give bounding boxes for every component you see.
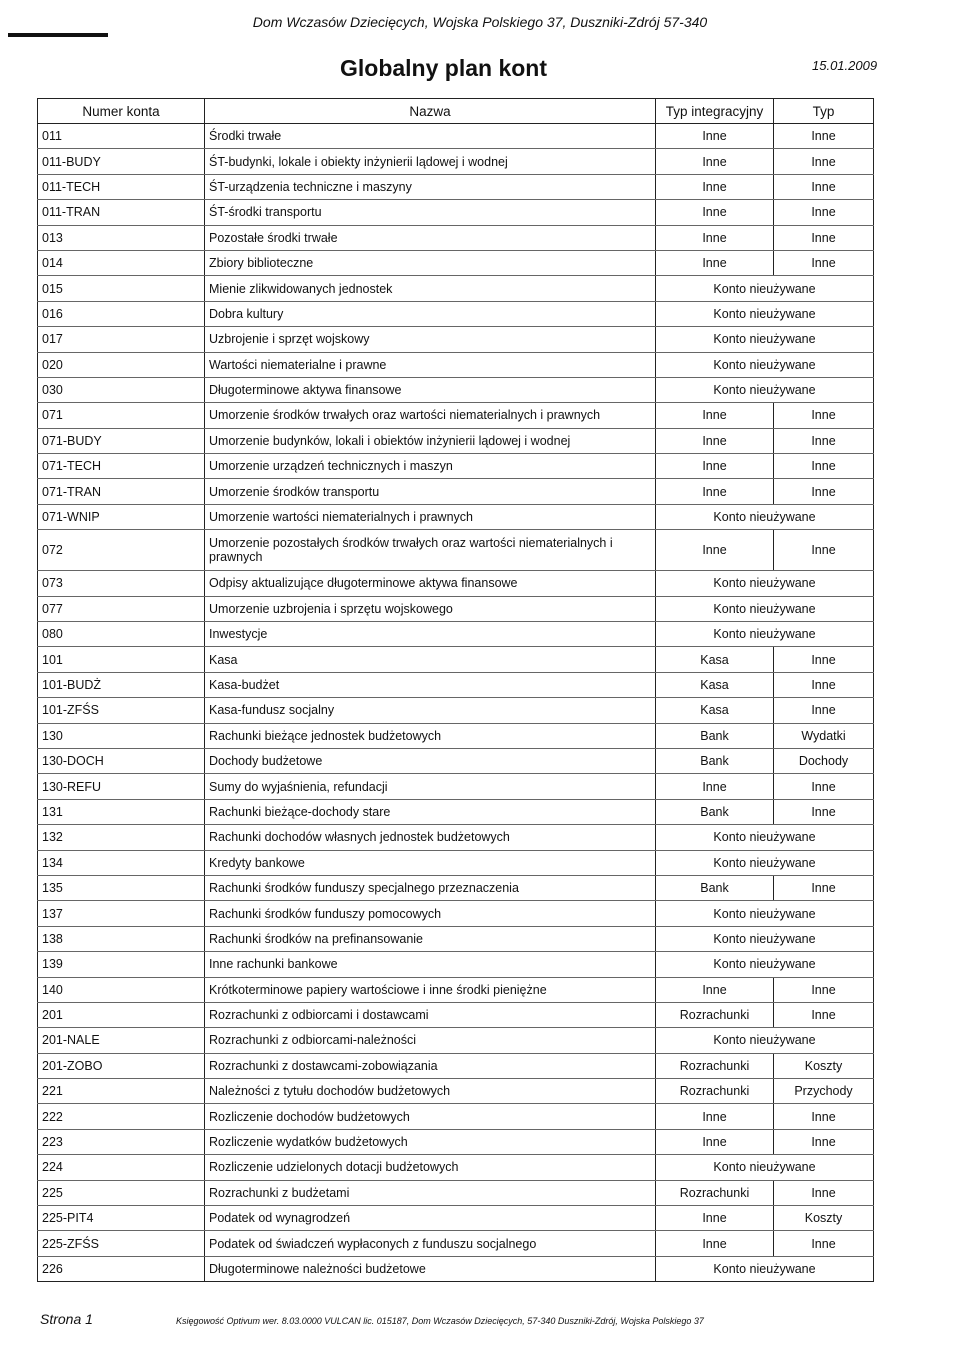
account-type: Inne	[774, 530, 874, 571]
account-integration-type: Inne	[656, 977, 774, 1002]
account-name: Uzbrojenie i sprzęt wojskowy	[205, 327, 656, 352]
account-name: Należności z tytułu dochodów budżetowych	[205, 1079, 656, 1104]
account-name: Rozrachunki z odbiorcami i dostawcami	[205, 1002, 656, 1027]
table-row	[38, 1079, 874, 1104]
table-row	[38, 647, 874, 672]
table-row	[38, 622, 874, 647]
account-name: ŚT-środki transportu	[205, 200, 656, 225]
table-row	[38, 377, 874, 402]
account-number: 071-TECH	[38, 454, 205, 479]
account-type: Inne	[774, 454, 874, 479]
account-number: 013	[38, 225, 205, 250]
account-status: Konto nieużywane	[656, 596, 874, 621]
account-type: Inne	[774, 403, 874, 428]
table-row	[38, 1129, 874, 1154]
account-name: Rachunki bieżące jednostek budżetowych	[205, 723, 656, 748]
account-integration-type: Inne	[656, 1104, 774, 1129]
account-type: Inne	[774, 698, 874, 723]
account-status: Konto nieużywane	[656, 276, 874, 301]
table-row	[38, 571, 874, 596]
account-name: Dochody budżetowe	[205, 748, 656, 773]
table-row	[38, 977, 874, 1002]
account-integration-type: Inne	[656, 428, 774, 453]
account-number: 139	[38, 952, 205, 977]
account-number: 224	[38, 1155, 205, 1180]
account-integration-type: Inne	[656, 250, 774, 275]
account-integration-type: Kasa	[656, 647, 774, 672]
account-name: ŚT-urządzenia techniczne i maszyny	[205, 174, 656, 199]
account-name: Kasa-fundusz socjalny	[205, 698, 656, 723]
account-number: 225-PIT4	[38, 1206, 205, 1231]
account-status: Konto nieużywane	[656, 622, 874, 647]
account-integration-type: Inne	[656, 124, 774, 149]
print-date: 15.01.2009	[812, 58, 878, 73]
institution-header: Dom Wczasów Dziecięcych, Wojska Polskiego 37, Duszniki-Zdrój 57-340	[252, 14, 708, 30]
account-type: Inne	[774, 174, 874, 199]
account-number: 015	[38, 276, 205, 301]
account-status: Konto nieużywane	[656, 901, 874, 926]
account-status: Konto nieużywane	[656, 952, 874, 977]
account-type: Inne	[774, 1129, 874, 1154]
column-header-type: Typ	[774, 99, 874, 124]
account-status: Konto nieużywane	[656, 926, 874, 951]
table-row	[38, 1206, 874, 1231]
account-type: Inne	[774, 200, 874, 225]
account-integration-type: Inne	[656, 225, 774, 250]
table-row	[38, 225, 874, 250]
account-number: 135	[38, 875, 205, 900]
account-number: 071	[38, 403, 205, 428]
account-integration-type: Inne	[656, 1231, 774, 1256]
software-info: Księgowość Optivum wer. 8.03.0000 VULCAN lic. 015187, Dom Wczasów Dziecięcych, 57-340 Duszniki-Zdrój, Wojska Polskiego 37	[176, 1316, 704, 1326]
account-number: 020	[38, 352, 205, 377]
table-row	[38, 124, 874, 149]
account-name: Krótkoterminowe papiery wartościowe i inne środki pieniężne	[205, 977, 656, 1002]
table-row	[38, 454, 874, 479]
account-type: Dochody	[774, 748, 874, 773]
account-status: Konto nieużywane	[656, 571, 874, 596]
account-name: Podatek od wynagrodzeń	[205, 1206, 656, 1231]
table-row	[38, 1155, 874, 1180]
page-title: Globalny plan kont	[340, 55, 548, 81]
account-number: 130-DOCH	[38, 748, 205, 773]
table-row	[38, 1053, 874, 1078]
account-type: Inne	[774, 1104, 874, 1129]
account-status: Konto nieużywane	[656, 1256, 874, 1281]
account-integration-type: Inne	[656, 403, 774, 428]
account-number: 101	[38, 647, 205, 672]
account-name: Rachunki środków funduszy specjalnego przeznaczenia	[205, 875, 656, 900]
account-name: Umorzenie uzbrojenia i sprzętu wojskowego	[205, 596, 656, 621]
account-integration-type: Rozrachunki	[656, 1180, 774, 1205]
account-name: Kasa	[205, 647, 656, 672]
table-row	[38, 1231, 874, 1256]
account-number: 201	[38, 1002, 205, 1027]
account-number: 131	[38, 799, 205, 824]
account-status: Konto nieużywane	[656, 1028, 874, 1053]
header-rule	[8, 33, 108, 37]
table-row	[38, 276, 874, 301]
table-row	[38, 875, 874, 900]
account-number: 077	[38, 596, 205, 621]
account-number: 011-TECH	[38, 174, 205, 199]
table-row	[38, 672, 874, 697]
account-type: Inne	[774, 124, 874, 149]
table-row	[38, 596, 874, 621]
table-row	[38, 403, 874, 428]
column-header-number: Numer konta	[38, 99, 205, 124]
table-row	[38, 850, 874, 875]
account-number: 221	[38, 1079, 205, 1104]
account-type: Inne	[774, 428, 874, 453]
table-row	[38, 327, 874, 352]
account-name: ŚT-budynki, lokale i obiekty inżynierii lądowej i wodnej	[205, 149, 656, 174]
account-number: 014	[38, 250, 205, 275]
account-number: 016	[38, 301, 205, 326]
account-type: Koszty	[774, 1206, 874, 1231]
account-number: 201-NALE	[38, 1028, 205, 1053]
table-header-row	[38, 99, 874, 124]
table-row	[38, 1104, 874, 1129]
account-name: Podatek od świadczeń wypłaconych z funduszu socjalnego	[205, 1231, 656, 1256]
table-row	[38, 1180, 874, 1205]
table-row	[38, 723, 874, 748]
account-number: 071-WNIP	[38, 504, 205, 529]
table-row	[38, 301, 874, 326]
account-integration-type: Kasa	[656, 698, 774, 723]
account-status: Konto nieużywane	[656, 327, 874, 352]
account-name: Umorzenie pozostałych środków trwałych oraz wartości niematerialnych i prawnych	[205, 530, 656, 571]
account-integration-type: Inne	[656, 149, 774, 174]
account-integration-type: Rozrachunki	[656, 1002, 774, 1027]
account-integration-type: Inne	[656, 1206, 774, 1231]
account-name: Mienie zlikwidowanych jednostek	[205, 276, 656, 301]
column-header-integration-type: Typ integracyjny	[656, 99, 774, 124]
account-name: Środki trwałe	[205, 124, 656, 149]
account-number: 140	[38, 977, 205, 1002]
account-type: Inne	[774, 799, 874, 824]
account-integration-type: Bank	[656, 723, 774, 748]
account-number: 011-BUDY	[38, 149, 205, 174]
column-header-name: Nazwa	[205, 99, 656, 124]
account-status: Konto nieużywane	[656, 504, 874, 529]
account-name: Rozliczenie wydatków budżetowych	[205, 1129, 656, 1154]
account-integration-type: Inne	[656, 454, 774, 479]
account-type: Wydatki	[774, 723, 874, 748]
table-row	[38, 952, 874, 977]
account-type: Inne	[774, 875, 874, 900]
account-name: Rozliczenie dochodów budżetowych	[205, 1104, 656, 1129]
account-number: 030	[38, 377, 205, 402]
account-number: 130-REFU	[38, 774, 205, 799]
account-type: Koszty	[774, 1053, 874, 1078]
account-number: 080	[38, 622, 205, 647]
account-number: 101-ZFŚS	[38, 698, 205, 723]
table-body	[38, 124, 874, 1282]
account-number: 017	[38, 327, 205, 352]
account-name: Kasa-budżet	[205, 672, 656, 697]
account-number: 226	[38, 1256, 205, 1281]
account-type: Inne	[774, 479, 874, 504]
account-name: Rozrachunki z dostawcami-zobowiązania	[205, 1053, 656, 1078]
table-row	[38, 530, 874, 571]
account-name: Umorzenie budynków, lokali i obiektów inżynierii lądowej i wodnej	[205, 428, 656, 453]
account-type: Inne	[774, 149, 874, 174]
account-status: Konto nieużywane	[656, 850, 874, 875]
account-number: 011-TRAN	[38, 200, 205, 225]
account-type: Inne	[774, 225, 874, 250]
account-name: Rachunki środków funduszy pomocowych	[205, 901, 656, 926]
account-integration-type: Bank	[656, 875, 774, 900]
table-row	[38, 352, 874, 377]
account-status: Konto nieużywane	[656, 352, 874, 377]
account-name: Umorzenie środków trwałych oraz wartości niematerialnych i prawnych	[205, 403, 656, 428]
account-number: 132	[38, 825, 205, 850]
account-type: Inne	[774, 1231, 874, 1256]
table-row	[38, 1256, 874, 1281]
table-row	[38, 200, 874, 225]
account-number: 071-BUDY	[38, 428, 205, 453]
account-name: Umorzenie wartości niematerialnych i prawnych	[205, 504, 656, 529]
account-type: Inne	[774, 672, 874, 697]
account-type: Inne	[774, 250, 874, 275]
account-number: 138	[38, 926, 205, 951]
account-number: 225-ZFŚS	[38, 1231, 205, 1256]
account-name: Rachunki bieżące-dochody stare	[205, 799, 656, 824]
account-name: Pozostałe środki trwałe	[205, 225, 656, 250]
account-type: Inne	[774, 1002, 874, 1027]
table-row	[38, 1002, 874, 1027]
table-row	[38, 174, 874, 199]
account-type: Inne	[774, 1180, 874, 1205]
account-number: 130	[38, 723, 205, 748]
account-number: 072	[38, 530, 205, 571]
account-type: Inne	[774, 774, 874, 799]
account-number: 222	[38, 1104, 205, 1129]
account-number: 071-TRAN	[38, 479, 205, 504]
account-integration-type: Inne	[656, 174, 774, 199]
account-integration-type: Inne	[656, 200, 774, 225]
account-integration-type: Kasa	[656, 672, 774, 697]
account-name: Rachunki środków na prefinansowanie	[205, 926, 656, 951]
account-integration-type: Bank	[656, 799, 774, 824]
page-number: Strona 1	[40, 1311, 93, 1327]
account-integration-type: Inne	[656, 479, 774, 504]
table-row	[38, 774, 874, 799]
account-name: Rozrachunki z budżetami	[205, 1180, 656, 1205]
account-name: Długoterminowe należności budżetowe	[205, 1256, 656, 1281]
account-name: Kredyty bankowe	[205, 850, 656, 875]
account-number: 101-BUDŻ	[38, 672, 205, 697]
account-name: Długoterminowe aktywa finansowe	[205, 377, 656, 402]
table-row	[38, 698, 874, 723]
account-integration-type: Rozrachunki	[656, 1079, 774, 1104]
account-status: Konto nieużywane	[656, 301, 874, 326]
account-status: Konto nieużywane	[656, 1155, 874, 1180]
table-row	[38, 479, 874, 504]
account-number: 137	[38, 901, 205, 926]
account-name: Rachunki dochodów własnych jednostek budżetowych	[205, 825, 656, 850]
account-integration-type: Inne	[656, 1129, 774, 1154]
account-name: Sumy do wyjaśnienia, refundacji	[205, 774, 656, 799]
account-type: Inne	[774, 647, 874, 672]
account-status: Konto nieużywane	[656, 377, 874, 402]
table-row	[38, 149, 874, 174]
account-name: Zbiory biblioteczne	[205, 250, 656, 275]
account-number: 134	[38, 850, 205, 875]
account-number: 073	[38, 571, 205, 596]
account-type: Przychody	[774, 1079, 874, 1104]
account-number: 225	[38, 1180, 205, 1205]
account-name: Umorzenie środków transportu	[205, 479, 656, 504]
account-name: Rozrachunki z odbiorcami-należności	[205, 1028, 656, 1053]
account-name: Odpisy aktualizujące długoterminowe aktywa finansowe	[205, 571, 656, 596]
account-number: 011	[38, 124, 205, 149]
account-type: Inne	[774, 977, 874, 1002]
table-row	[38, 428, 874, 453]
table-row	[38, 825, 874, 850]
account-name: Inwestycje	[205, 622, 656, 647]
table-row	[38, 250, 874, 275]
account-status: Konto nieużywane	[656, 825, 874, 850]
account-name: Dobra kultury	[205, 301, 656, 326]
accounts-table	[37, 98, 874, 1282]
table-row	[38, 901, 874, 926]
table-row	[38, 1028, 874, 1053]
account-name: Inne rachunki bankowe	[205, 952, 656, 977]
account-name: Rozliczenie udzielonych dotacji budżetowych	[205, 1155, 656, 1180]
table-row	[38, 748, 874, 773]
account-integration-type: Inne	[656, 774, 774, 799]
account-integration-type: Bank	[656, 748, 774, 773]
table-row	[38, 926, 874, 951]
account-name: Wartości niematerialne i prawne	[205, 352, 656, 377]
table-row	[38, 504, 874, 529]
account-number: 201-ZOBO	[38, 1053, 205, 1078]
account-integration-type: Rozrachunki	[656, 1053, 774, 1078]
account-integration-type: Inne	[656, 530, 774, 571]
account-number: 223	[38, 1129, 205, 1154]
table-row	[38, 799, 874, 824]
account-name: Umorzenie urządzeń technicznych i maszyn	[205, 454, 656, 479]
